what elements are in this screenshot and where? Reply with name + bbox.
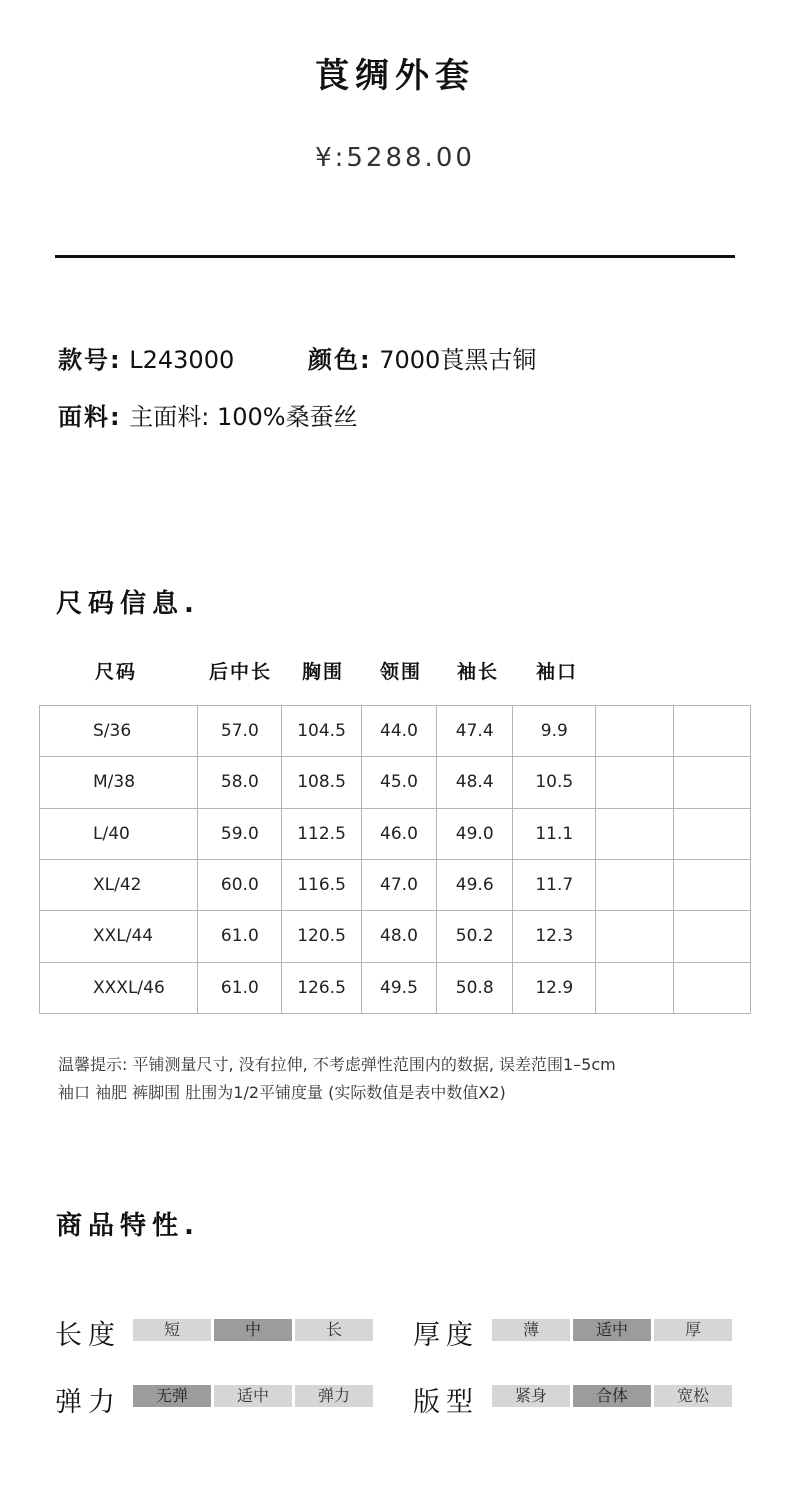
fabric-label: 面料: [58,403,122,431]
measure-cell: 12.3 [513,911,596,962]
size-note-line-2: 袖口 袖肥 裤脚围 肚围为1/2平铺度量 (实际数值是表中数值X2) [58,1083,506,1102]
measure-cell: 49.5 [361,962,436,1013]
size-row [40,808,751,859]
style-number-label: 款号: [58,346,122,374]
elasticity-option: 弹力 [295,1385,373,1407]
measure-cell: 44.0 [361,706,436,757]
measure-cell: 120.5 [282,911,362,962]
empty-cell [596,808,673,859]
empty-cell [673,808,750,859]
length-option: 中 [214,1319,292,1341]
measure-cell: 9.9 [513,706,596,757]
empty-cell [596,962,673,1013]
fabric-row [58,397,358,432]
thickness-option: 薄 [492,1319,570,1341]
header-size: 尺码 [95,661,138,683]
header-sleeve-length: 袖长 [457,661,500,683]
style-number-row [58,340,234,375]
size-cell: S/36 [40,706,198,757]
elasticity-label: 弹力 [55,1387,121,1418]
empty-cell [673,911,750,962]
color-value: 7000莨黑古铜 [379,346,537,374]
length-label: 长度 [55,1320,121,1351]
measure-cell: 45.0 [361,757,436,808]
thickness-option: 适中 [573,1319,651,1341]
measure-cell: 50.8 [437,962,513,1013]
header-back-length: 后中长 [209,661,273,683]
product-price: ¥:5288.00 [315,143,475,173]
fit-option: 紧身 [492,1385,570,1407]
fabric-value: 主面料: 100%桑蚕丝 [129,403,358,431]
fit-option: 合体 [573,1385,651,1407]
size-note-line-1: 温馨提示: 平铺测量尺寸, 没有拉伸, 不考虑弹性范围内的数据, 误差范围1–5cm [58,1055,616,1074]
measure-cell: 49.6 [437,859,513,910]
size-cell: XXXL/46 [40,962,198,1013]
empty-cell [596,911,673,962]
measure-cell: 11.7 [513,859,596,910]
header-collar: 领围 [380,661,423,683]
measure-cell: 10.5 [513,757,596,808]
size-row [40,911,751,962]
header-chest: 胸围 [302,661,345,683]
color-row [308,340,536,375]
measure-cell: 61.0 [198,962,282,1013]
measure-cell: 49.0 [437,808,513,859]
size-section-title: 尺码信息. [56,589,200,619]
size-table [39,705,751,1014]
size-row [40,757,751,808]
length-option: 短 [133,1319,211,1341]
empty-cell [673,757,750,808]
size-cell: L/40 [40,808,198,859]
style-number-value: L243000 [129,346,235,374]
thickness-option: 厚 [654,1319,732,1341]
size-cell: XXL/44 [40,911,198,962]
size-row [40,706,751,757]
measure-cell: 61.0 [198,911,282,962]
measure-cell: 108.5 [282,757,362,808]
measure-cell: 48.0 [361,911,436,962]
empty-cell [673,962,750,1013]
empty-cell [596,859,673,910]
measure-cell: 112.5 [282,808,362,859]
size-row [40,962,751,1013]
size-cell: XL/42 [40,859,198,910]
fit-option: 宽松 [654,1385,732,1407]
measure-cell: 48.4 [437,757,513,808]
measure-cell: 57.0 [198,706,282,757]
measure-cell: 47.4 [437,706,513,757]
empty-cell [596,757,673,808]
thickness-label: 厚度 [413,1320,479,1351]
length-option: 长 [295,1319,373,1341]
measure-cell: 11.1 [513,808,596,859]
measure-cell: 59.0 [198,808,282,859]
product-title: 莨绸外套 [315,56,475,96]
measure-cell: 126.5 [282,962,362,1013]
features-section-title: 商品特性. [56,1211,200,1241]
size-table-header [40,657,750,683]
measure-cell: 46.0 [361,808,436,859]
color-label: 颜色: [308,346,372,374]
size-cell: M/38 [40,757,198,808]
measure-cell: 58.0 [198,757,282,808]
measure-cell: 12.9 [513,962,596,1013]
elasticity-option: 无弹 [133,1385,211,1407]
measure-cell: 116.5 [282,859,362,910]
measure-cell: 60.0 [198,859,282,910]
fit-label: 版型 [413,1387,479,1418]
empty-cell [673,706,750,757]
header-cuff: 袖口 [536,661,579,683]
size-row [40,859,751,910]
elasticity-option: 适中 [214,1385,292,1407]
measure-cell: 47.0 [361,859,436,910]
empty-cell [673,859,750,910]
measure-cell: 50.2 [437,911,513,962]
measure-cell: 104.5 [282,706,362,757]
empty-cell [596,706,673,757]
divider [55,255,735,258]
